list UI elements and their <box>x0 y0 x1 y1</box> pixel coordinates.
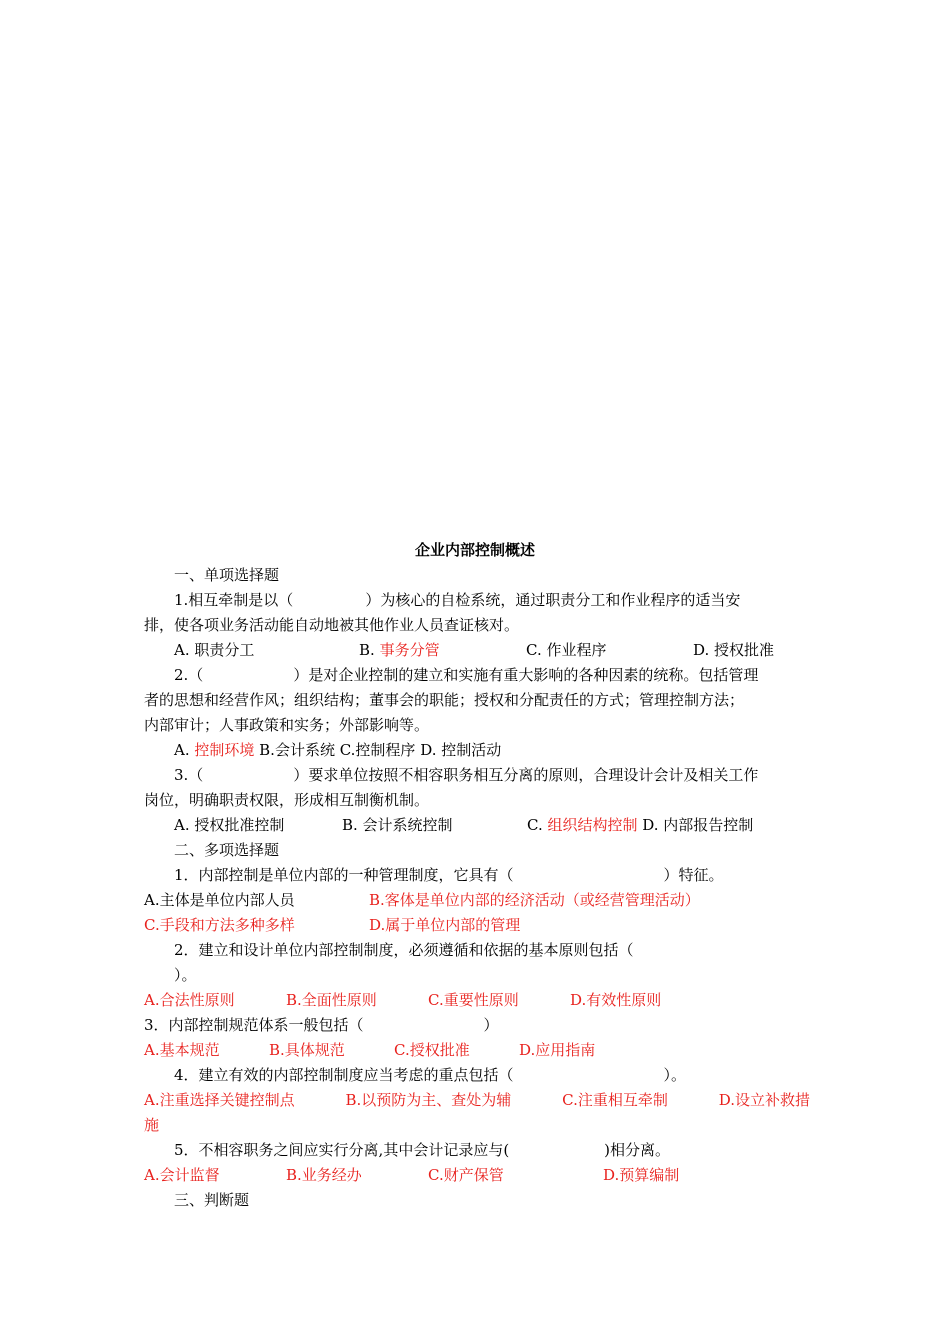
s1-q3-line1: 3.（ ）要求单位按照不相容职务相互分离的原则，合理设计会计及相关工作 <box>174 766 759 784</box>
s2-q1-options-row1: A.主体是单位内部人员 B.客体是单位内部的经济活动（或经营管理活动） <box>144 891 700 909</box>
s1-q2-line2: 者的思想和经营作风；组织结构；董事会的职能；授权和分配责任的方式；管理控制方法； <box>144 691 745 709</box>
s1-q1-options: A. 职责分工 B. 事务分管 C. 作业程序 D. 授权批准 <box>174 641 775 659</box>
s1-q2-options: A. 控制环境 B.会计系统 C.控制程序 D. 控制活动 <box>174 741 502 759</box>
s2-q4-options: A.注重选择关键控制点 B.以预防为主、查处为辅 C.注重相互牵制 D.设立补救措 <box>144 1091 810 1109</box>
section-heading-true-false: 三、判断题 <box>174 1191 250 1209</box>
s2-q4-line1: 4．建立有效的内部控制制度应当考虑的重点包括（ ）。 <box>174 1066 687 1084</box>
s2-q3-options: A.基本规范 B.具体规范 C.授权批准 D.应用指南 <box>144 1041 596 1059</box>
document-title: 企业内部控制概述 <box>414 541 535 559</box>
s2-q1-line1: 1．内部控制是单位内部的一种管理制度，它具有（ ）特征。 <box>174 866 724 884</box>
s2-q1-options-row2: C.手段和方法多种多样 D.属于单位内部的管理 <box>144 916 521 934</box>
section-heading-multiple-choice: 二、多项选择题 <box>174 841 280 859</box>
s2-q3-line1: 3．内部控制规范体系一般包括（ ） <box>144 1016 499 1034</box>
s2-q5-line1: 5．不相容职务之间应实行分离,其中会计记录应与( )相分离。 <box>174 1141 671 1159</box>
s2-q4-line3: 施 <box>144 1116 160 1134</box>
s1-q3-options: A. 授权批准控制 B. 会计系统控制 C. 组织结构控制 D. 内部报告控制 <box>174 816 754 834</box>
section-heading-single-choice: 一、单项选择题 <box>174 566 280 584</box>
s1-q3-line2: 岗位，明确职责权限，形成相互制衡机制。 <box>144 791 430 809</box>
s2-q2-line1: 2．建立和设计单位内部控制制度，必须遵循和依据的基本原则包括（ <box>174 941 634 959</box>
s2-q2-options: A.合法性原则 B.全面性原则 C.重要性原则 D.有效性原则 <box>144 991 662 1009</box>
s2-q2-line2: ）。 <box>174 966 197 984</box>
s1-q2-line1: 2.（ ）是对企业控制的建立和实施有重大影响的各种因素的统称。包括管理 <box>174 666 759 684</box>
s1-q1-line2: 排，使各项业务活动能自动地被其他作业人员查证核对。 <box>144 616 520 634</box>
s1-q1-line1: 1.相互牵制是以（ ）为核心的自检系统，通过职责分工和作业程序的适当安 <box>174 591 741 609</box>
s1-q2-line3: 内部审计；人事政策和实务；外部影响等。 <box>144 716 430 734</box>
s2-q5-options: A.会计监督 B.业务经办 C.财产保管 D.预算编制 <box>144 1166 680 1184</box>
